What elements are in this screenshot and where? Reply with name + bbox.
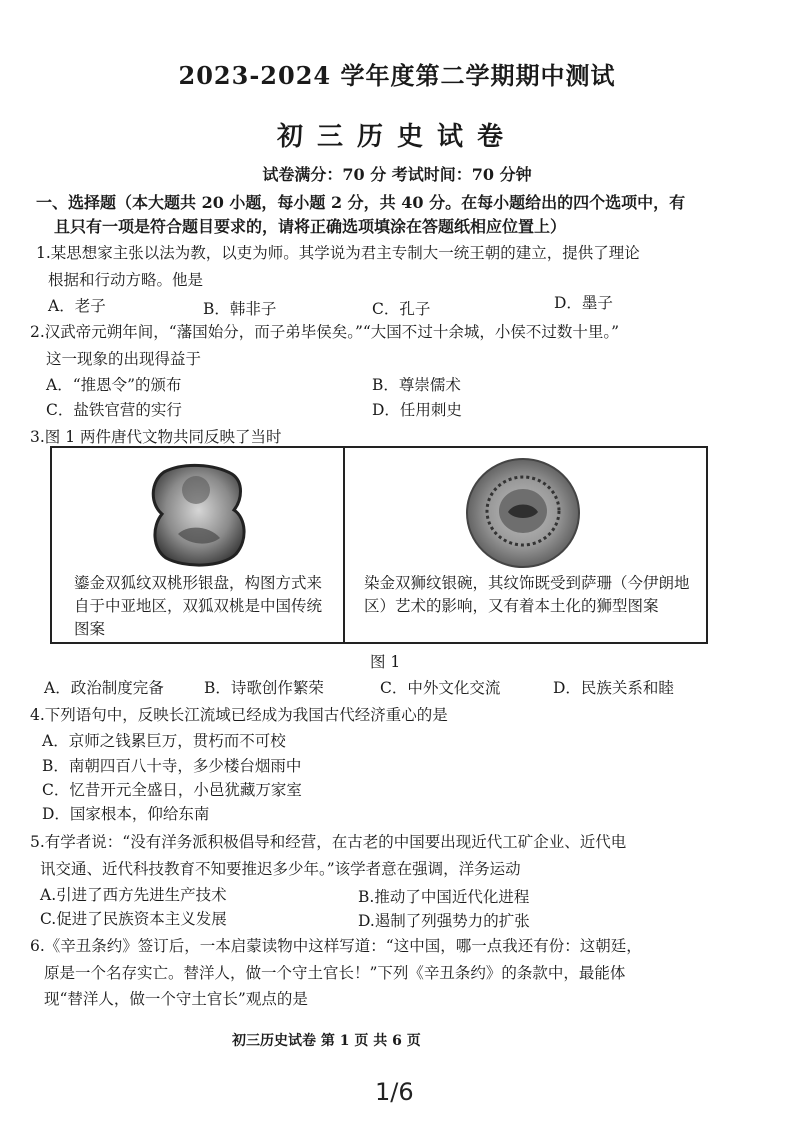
q1-option-b: B．韩非子	[203, 300, 277, 318]
figure-caption-left: 鎏金双狐纹双桃形银盘，构图方式来自于中亚地区，双狐双桃是中国传统图案	[74, 574, 323, 638]
question-4-line1: 4.下列语句中，反映长江流域已经成为我国古代经济重心的是	[30, 706, 448, 724]
q2-option-a: A．“推恩令”的颁布	[46, 376, 182, 394]
question-5-line2: 讯交通、近代科技教育不知要推迟多少年。”该学者意在强调，洋务运动	[40, 860, 521, 878]
viewer-page-indicator: 1/6	[375, 1078, 414, 1106]
q1-option-d: D．墨子	[554, 294, 613, 312]
question-6-line3: 现“替洋人，做一个守土官长”观点的是	[44, 990, 308, 1008]
figure-caption-right: 染金双狮纹银碗，其纹饰既受到萨珊（今伊朗地区）艺术的影响，又有着本土化的狮型图案	[364, 574, 690, 615]
q3-option-c: C．中外文化交流	[380, 679, 501, 697]
section-heading-line2: 且只有一项是符合题目要求的，请将正确选项填涂在答题纸相应位置上）	[54, 217, 567, 236]
question-3-line1: 3.图 1 两件唐代文物共同反映了当时	[30, 428, 282, 446]
question-2-line2: 这一现象的出现得益于	[46, 350, 202, 368]
q4-option-c: C．忆昔开元全盛日，小邑犹藏万家室	[42, 781, 302, 799]
silver-bowl-image	[462, 454, 584, 572]
q5-option-a: A.引进了西方先进生产技术	[40, 886, 227, 904]
q4-option-b: B．南朝四百八十寺，多少楼台烟雨中	[42, 757, 302, 775]
question-2-line1: 2.汉武帝元朔年间，“藩国始分，而子弟毕侯矣。”“大国不过十余城，小侯不过数十里。”	[30, 323, 619, 341]
q2-option-b: B．尊崇儒术	[372, 376, 461, 394]
figure-1-box	[50, 446, 708, 644]
section-heading-line1: 一、选择题（本大题共 20 小题，每小题 2 分，共 40 分。在每小题给出的四个选项中，有	[36, 193, 686, 212]
figure-label: 图 1	[370, 653, 401, 671]
q1-option-a: A．老子	[48, 297, 106, 315]
exam-info: 试卷满分：70 分 考试时间：70 分钟	[262, 165, 532, 184]
question-1-line1: 1.某思想家主张以法为教，以吏为师。其学说为君主专制大一统王朝的建立，提供了理论	[36, 244, 640, 262]
question-5-line1: 5.有学者说：“没有洋务派积极倡导和经营，在古老的中国要出现近代工矿企业、近代电	[30, 833, 627, 851]
exam-title: 2023-2024 学年度第二学期期中测试	[178, 61, 616, 90]
exam-subtitle: 初三历史试卷	[276, 122, 517, 152]
q3-option-a: A．政治制度完备	[44, 679, 164, 697]
q5-option-b: B.推动了中国近代化进程	[358, 888, 530, 906]
q4-option-a: A．京师之钱累巨万，贯朽而不可校	[42, 732, 286, 750]
silver-plate-image	[144, 460, 254, 570]
q3-option-d: D．民族关系和睦	[553, 679, 674, 697]
question-6-line2: 原是一个名存实亡。替洋人，做一个守土官长！”下列《辛丑条约》的条款中，最能体	[44, 964, 626, 982]
q5-option-c: C.促进了民族资本主义发展	[40, 910, 227, 928]
q5-option-d: D.遏制了列强势力的扩张	[358, 912, 530, 930]
figure-divider	[343, 448, 345, 642]
q3-option-b: B．诗歌创作繁荣	[204, 679, 324, 697]
question-6-line1: 6.《辛丑条约》签订后，一本启蒙读物中这样写道：“这中国，哪一点我还有份：这朝廷，	[30, 937, 642, 955]
q1-option-c: C．孔子	[372, 300, 431, 318]
page-footer: 初三历史试卷 第 1 页 共 6 页	[232, 1033, 421, 1049]
question-1-line2: 根据和行动方略。他是	[48, 271, 204, 289]
q4-option-d: D．国家根本，仰给东南	[42, 805, 210, 823]
q2-option-c: C．盐铁官营的实行	[46, 401, 182, 419]
q2-option-d: D．任用刺史	[372, 401, 462, 419]
